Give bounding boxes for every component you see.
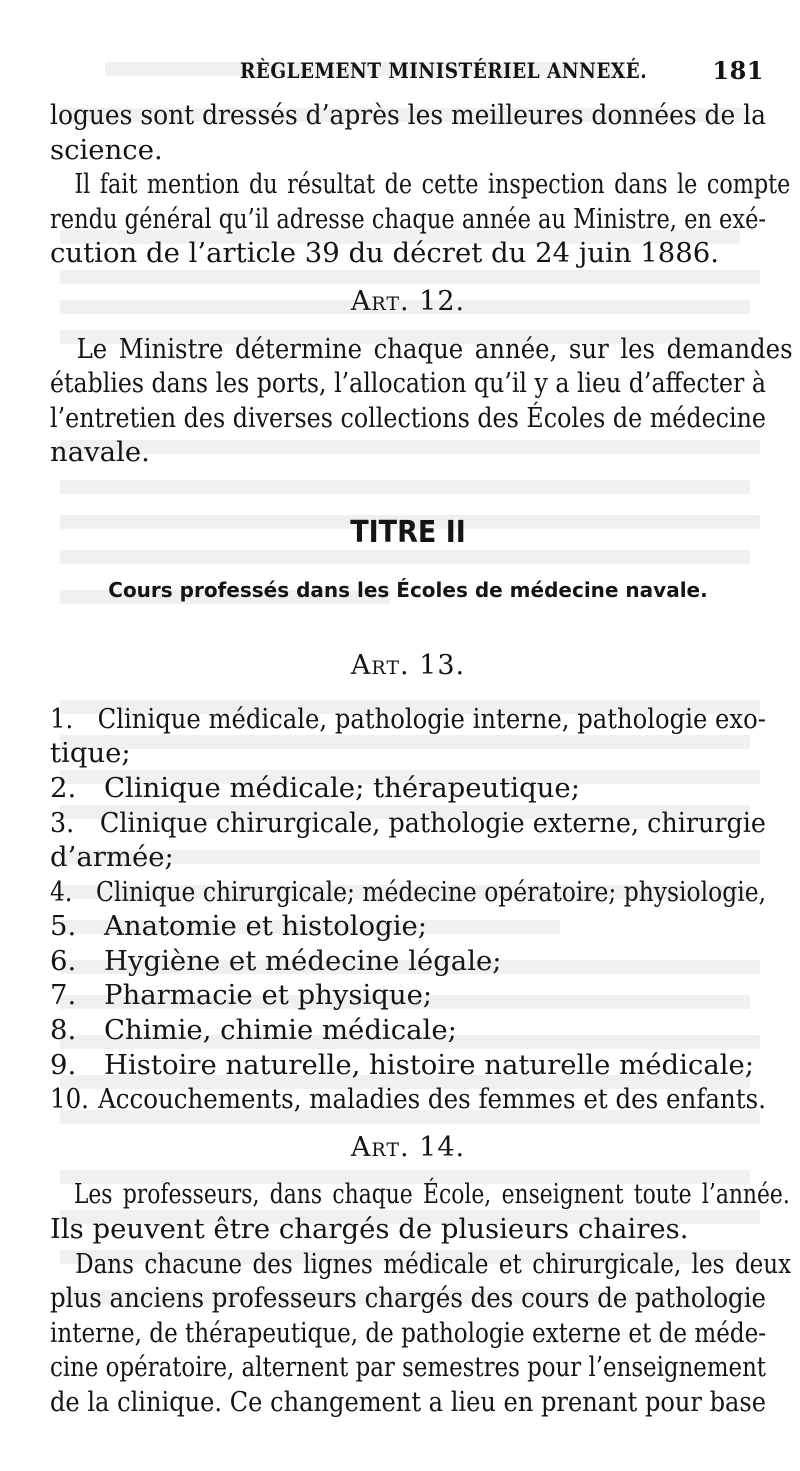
text-line: plus anciens professeurs chargés des cours de pathologie [50, 1282, 766, 1315]
list-text: Accouchements, maladies des femmes et des enfants. [98, 1083, 766, 1116]
paragraph-alternation [50, 1247, 792, 1420]
list-number: 7. [50, 979, 77, 1012]
list-number: 10. [50, 1083, 89, 1116]
list-item [50, 771, 766, 806]
running-title: RÈGLEMENT MINISTÉRIEL ANNEXÉ. [240, 58, 648, 83]
titre-heading: TITRE II [350, 514, 466, 550]
list-item [50, 806, 766, 875]
text-line: Les professeurs, dans chaque École, enseignent toute l’année. [73, 1178, 790, 1211]
paragraph-inspection [50, 167, 791, 271]
text-line: navale. [50, 436, 150, 469]
list-number: 8. [50, 1014, 77, 1047]
text-line: logues sont dressés d’après les meilleures données de la [50, 99, 766, 131]
text-line: de la clinique. Ce changement a lieu en prenant pour base [50, 1386, 767, 1418]
text-line: Dans chacune des lignes médicale et chirurgicale, les deux [75, 1247, 792, 1280]
list-item [50, 944, 766, 979]
text-line: interne, de thérapeutique, de pathologie externe et de méde- [50, 1316, 767, 1349]
list-number: 2. [50, 771, 77, 804]
list-text: Clinique médicale, pathologie interne, pathologie exo- [97, 702, 766, 735]
running-header [50, 44, 766, 98]
text-line: Le Ministre détermine chaque année, sur les demandes [76, 332, 793, 365]
list-item [50, 875, 766, 910]
list-text: Clinique médicale; thérapeutique; [104, 771, 580, 804]
list-item [50, 1048, 766, 1083]
page-number: 181 [712, 56, 764, 85]
text-line: l’entretien des diverses collections des Écoles de médecine [50, 401, 766, 434]
paragraph-allocation [50, 332, 793, 470]
course-list [50, 702, 766, 1117]
list-number: 5. [50, 910, 77, 943]
text-line: Il fait mention du résultat de cette inspection dans le compte [74, 168, 791, 201]
list-number: 3. [50, 806, 75, 839]
list-number: 4. [50, 875, 73, 908]
text-line: rendu général qu’il adresse chaque année au Ministre, en exé- [50, 202, 767, 235]
list-text: Clinique chirurgicale; médecine opératoire; physiologie, [95, 875, 767, 908]
text-line: cine opératoire, alternent par semestres pour l’enseignement [50, 1351, 767, 1384]
list-text: Pharmacie et physique; [104, 979, 433, 1012]
list-text: Chimie, chimie médicale; [104, 1014, 457, 1047]
list-item [50, 909, 766, 944]
list-text: Histoire naturelle, histoire naturelle médicale; [104, 1048, 755, 1081]
text-line: Ils peuvent être chargés de plusieurs chaires. [50, 1213, 689, 1246]
text-line: science. [50, 133, 163, 166]
list-continuation: d’armée; [50, 841, 174, 874]
article-14-heading: Art. 14. [350, 1131, 466, 1163]
list-continuation: tique; [50, 737, 131, 770]
list-item [50, 1013, 766, 1048]
article-12-heading: Art. 12. [350, 285, 466, 317]
list-text: Hygiène et médecine légale; [104, 944, 502, 977]
book-page [50, 44, 793, 1420]
section-subtitle: Cours professés dans les Écoles de médecine navale. [108, 577, 708, 602]
page-body [50, 98, 793, 1420]
list-text: Anatomie et histologie; [104, 910, 428, 943]
list-number: 9. [50, 1048, 77, 1081]
text-line: établies dans les ports, l’allocation qu’il y a lieu d’affecter à [50, 367, 766, 400]
text-line: cution de l’article 39 du décret du 24 juin 1886. [50, 237, 720, 270]
list-item [50, 702, 766, 771]
article-13-heading: Art. 13. [350, 650, 466, 682]
paragraph-professors [50, 1177, 790, 1246]
list-number: 6. [50, 944, 77, 977]
list-text: Clinique chirurgicale, pathologie externe, chirurgie [99, 806, 766, 839]
paragraph-continuation [50, 98, 766, 167]
list-item [50, 978, 766, 1013]
list-number: 1. [50, 702, 74, 735]
list-item [50, 1082, 766, 1117]
